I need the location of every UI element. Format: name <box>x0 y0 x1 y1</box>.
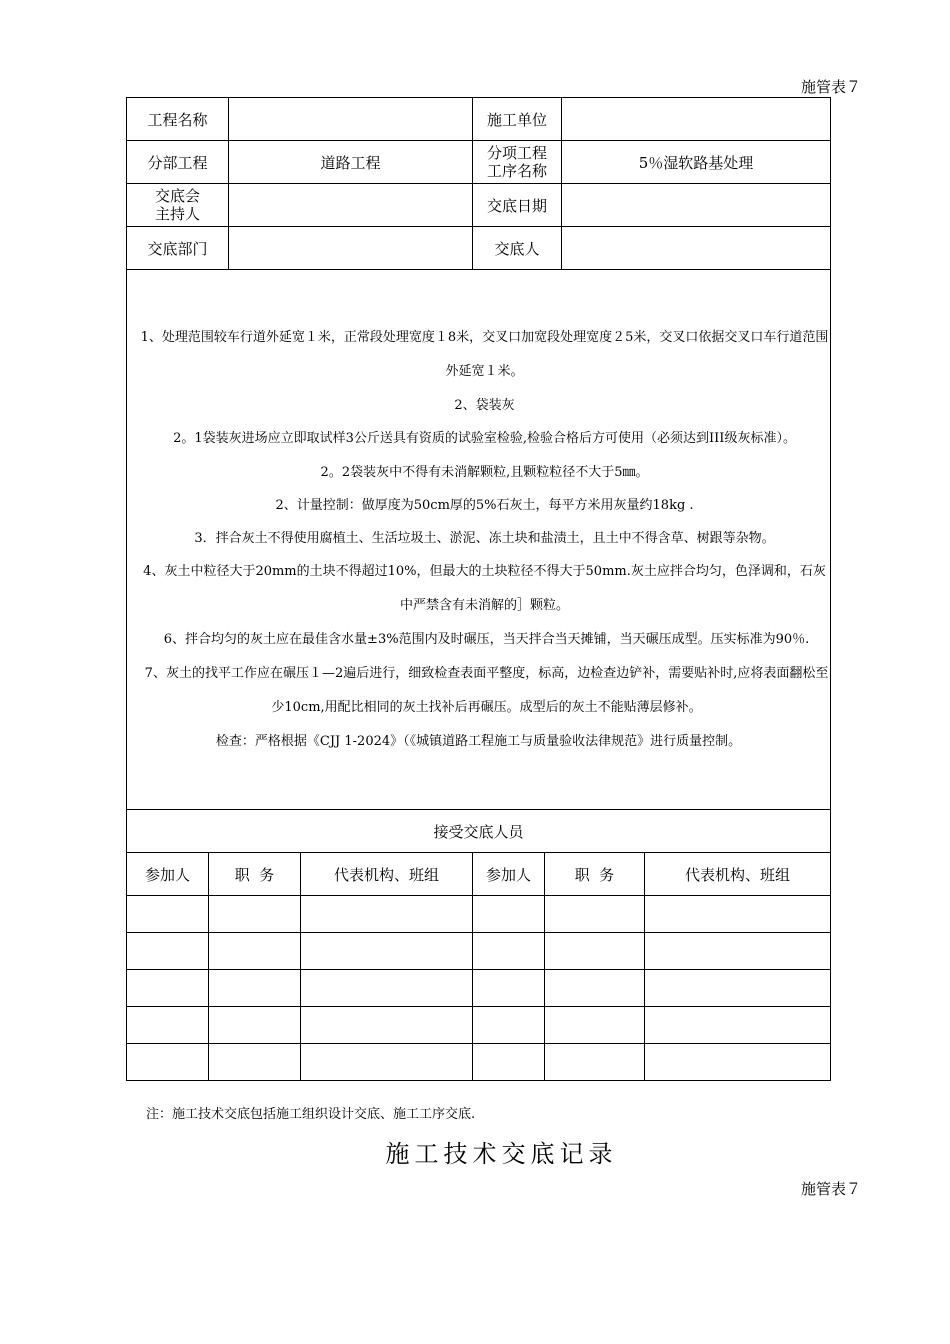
position-cell[interactable] <box>545 970 645 1007</box>
presenter-value[interactable] <box>562 227 831 270</box>
sub-project-value[interactable]: 道路工程 <box>229 141 473 184</box>
participant-cell[interactable] <box>127 896 209 933</box>
table-row <box>127 933 831 970</box>
col-organization: 代表机构、班组 <box>301 853 473 896</box>
col-participant: 参加人 <box>127 853 209 896</box>
participant-cell[interactable] <box>127 1007 209 1044</box>
participant-cell[interactable] <box>473 970 545 1007</box>
participant-cell[interactable] <box>473 896 545 933</box>
form-number-bottom: 施管表７ <box>800 1180 861 1198</box>
header-row-4 <box>127 227 831 270</box>
item-value[interactable]: 5％湿软路基处理 <box>562 141 831 184</box>
organization-cell[interactable] <box>301 933 473 970</box>
participant-cell[interactable] <box>473 1007 545 1044</box>
position-cell[interactable] <box>209 1007 301 1044</box>
date-value[interactable] <box>562 184 831 227</box>
organization-cell[interactable] <box>301 970 473 1007</box>
table-row <box>127 896 831 933</box>
organization-cell[interactable] <box>301 1044 473 1081</box>
content-para-3: 2。1袋装灰进场应立即取试样3公斤送具有资质的试验室检验,检验合格后方可使用（必须达到III级灰标准）。 <box>173 431 796 446</box>
col-organization-2: 代表机构、班组 <box>645 853 831 896</box>
content-para-2: 2、袋装灰 <box>454 398 515 413</box>
header-row-1 <box>127 98 831 141</box>
col-participant-2: 参加人 <box>473 853 545 896</box>
table-row <box>127 1044 831 1081</box>
form-number: 施管表７ <box>800 78 861 96</box>
recipients-header-row <box>127 853 831 896</box>
content-row <box>127 270 831 810</box>
col-position: 职 务 <box>209 853 301 896</box>
presenter-label: 交底人 <box>473 227 562 270</box>
recipients-title-row <box>127 810 831 853</box>
item-label <box>473 141 562 184</box>
participant-cell[interactable] <box>473 1044 545 1081</box>
table-row <box>127 970 831 1007</box>
position-cell[interactable] <box>209 896 301 933</box>
content-para-6: 3．拌合灰土不得使用腐植土、生活垃圾土、淤泥、冻土块和盐渍土，且土中不得含草、树跟等杂物。 <box>194 531 775 546</box>
sub-project-label: 分部工程 <box>127 141 229 184</box>
participant-cell[interactable] <box>127 970 209 1007</box>
organization-cell[interactable] <box>301 1007 473 1044</box>
position-cell[interactable] <box>545 896 645 933</box>
host-label-line2: 主持人 <box>155 205 201 223</box>
position-cell[interactable] <box>209 933 301 970</box>
organization-cell[interactable] <box>645 896 831 933</box>
organization-cell[interactable] <box>301 896 473 933</box>
organization-cell[interactable] <box>645 1007 831 1044</box>
participant-cell[interactable] <box>473 933 545 970</box>
project-name-value[interactable] <box>229 98 473 141</box>
content-para-9: 7、灰土的找平工作应在碾压１—2遍后进行，细致检查表面平整度，标高，边检查边铲补，需要贴补时,应将表面翻松至少10cm,用配比相同的灰土找补后再碾压。成型后的灰土不能贴薄层修补。 <box>144 666 829 715</box>
position-cell[interactable] <box>545 1044 645 1081</box>
organization-cell[interactable] <box>645 933 831 970</box>
header-row-2 <box>127 141 831 184</box>
construction-unit-value[interactable] <box>562 98 831 141</box>
department-value[interactable] <box>229 227 473 270</box>
host-label <box>127 184 229 227</box>
table-row <box>127 1007 831 1044</box>
document-title: 施工技术交底记录 <box>385 1140 618 1168</box>
date-label: 交底日期 <box>473 184 562 227</box>
content-para-7: 4、灰土中粒径大于20mm的土块不得超过10%，但最大的土块粒径不得大于50mm.灰土应拌合均匀，色泽调和，石灰中严禁含有未消解的］颗粒。 <box>143 564 826 613</box>
content-para-5: 2、计量控制：做厚度为50cm厚的5%石灰土，每平方米用灰量约18kg . <box>275 498 694 513</box>
host-value[interactable] <box>229 184 473 227</box>
participant-cell[interactable] <box>127 1044 209 1081</box>
header-row-3 <box>127 184 831 227</box>
item-label-line2: 工序名称 <box>487 162 548 180</box>
content-check: 检查：严格根据《CJJ 1-2024》（《城镇道路工程施工与质量验收法律规范》进行质量控制。 <box>215 734 742 749</box>
department-label: 交底部门 <box>127 227 229 270</box>
position-cell[interactable] <box>209 970 301 1007</box>
item-label-line1: 分项工程 <box>487 144 548 162</box>
organization-cell[interactable] <box>645 970 831 1007</box>
position-cell[interactable] <box>545 933 645 970</box>
footnote: 注：施工技术交底包括施工组织设计交底、施工工序交底. <box>146 1107 476 1122</box>
content-para-8: 6、拌合均匀的灰土应在最佳含水量±3%范围内及时碾压，当天拌合当天摊铺，当天碾压成型。压实标准为90％. <box>163 632 810 647</box>
construction-unit-label: 施工单位 <box>473 98 562 141</box>
organization-cell[interactable] <box>645 1044 831 1081</box>
disclosure-table <box>126 97 831 1081</box>
content-para-4: 2。2袋装灰中不得有未消解颗粒,且颗粒粒径不大于5㎜。 <box>320 465 649 480</box>
content-para-1: 1、处理范围较车行道外延宽１米，正常段处理宽度１8米，交叉口加宽段处理宽度２5米，交叉口依据交叉口车行道范围外延宽１米。 <box>140 330 829 379</box>
recipients-title: 接受交底人员 <box>127 810 831 853</box>
position-cell[interactable] <box>545 1007 645 1044</box>
host-label-line1: 交底会 <box>155 187 201 205</box>
participant-cell[interactable] <box>127 933 209 970</box>
col-position-2: 职 务 <box>545 853 645 896</box>
position-cell[interactable] <box>209 1044 301 1081</box>
disclosure-content <box>127 270 831 810</box>
project-name-label: 工程名称 <box>127 98 229 141</box>
